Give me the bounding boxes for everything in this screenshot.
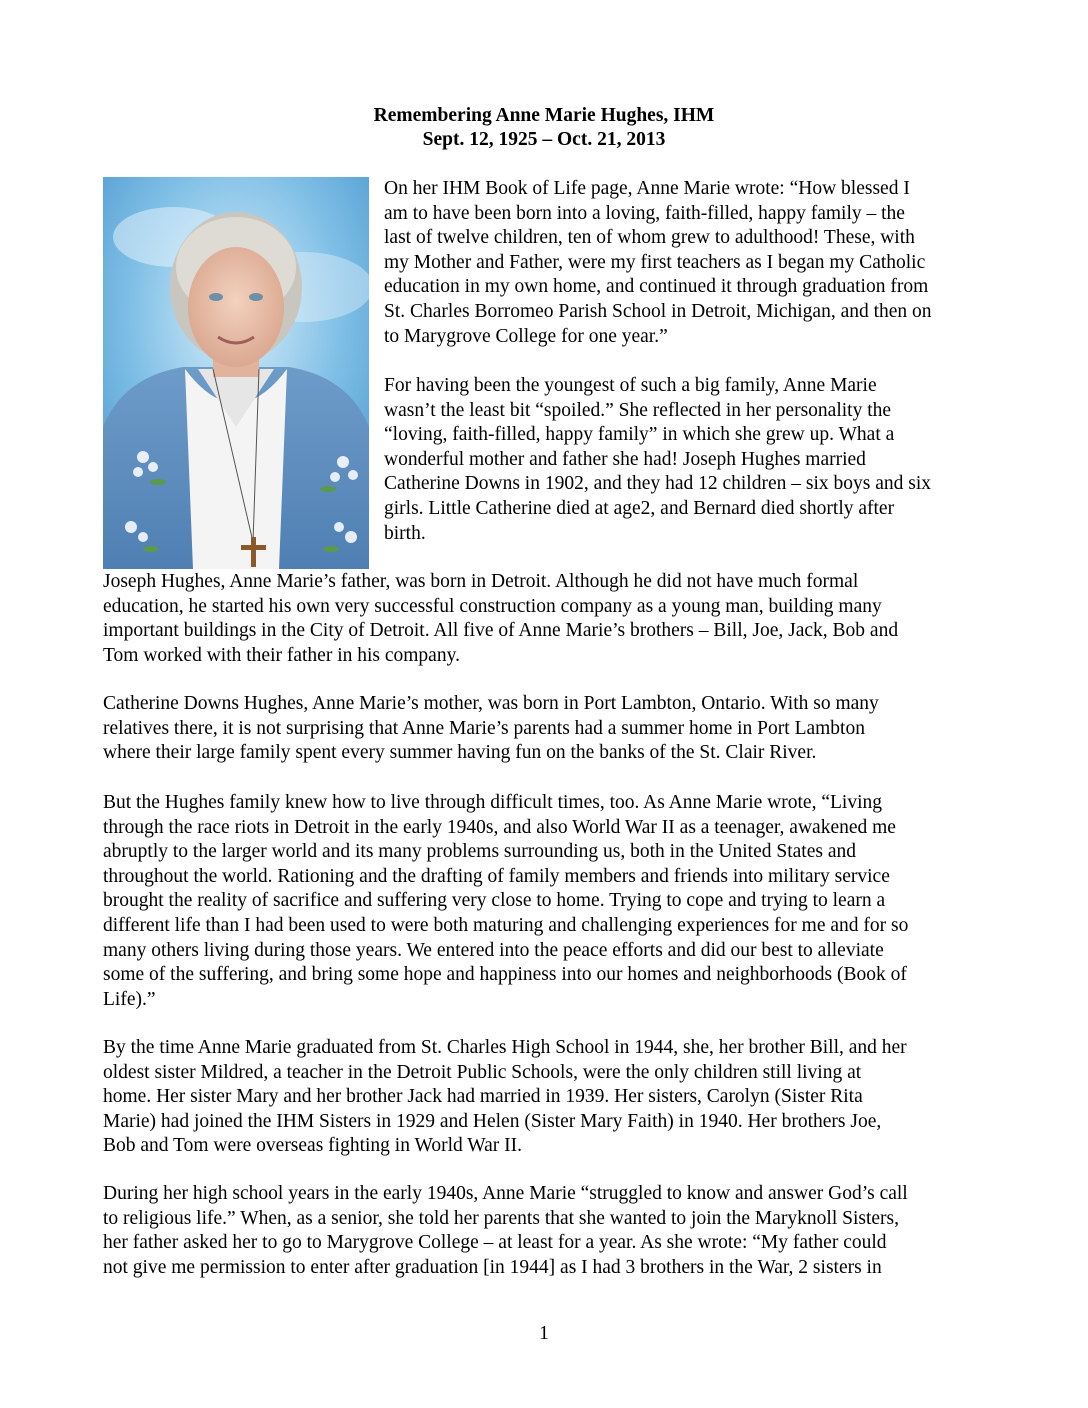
text-line: By the time Anne Marie graduated from St. Charles High School in 1944, she, her brother Bill, and her xyxy=(103,1037,907,1058)
paragraph-graduation xyxy=(103,1036,907,1159)
text-line: to religious life.” When, as a senior, she told her parents that she wanted to join the Maryknoll Sisters, xyxy=(103,1207,900,1229)
text-line: to Marygrove College for one year.” xyxy=(384,325,668,347)
document-dates: Sept. 12, 1925 – Oct. 21, 2013 xyxy=(422,129,666,150)
paragraph-mother xyxy=(103,692,879,766)
text-line: relatives there, it is not surprising that Anne Marie’s parents had a summer home in Port Lambton xyxy=(103,717,865,739)
text-line: different life than I had been used to were both maturing and challenging experiences for me and for so xyxy=(103,914,909,936)
text-line: where their large family spent every summer having fun on the banks of the St. Clair River. xyxy=(103,742,817,764)
text-line: Catherine Downs Hughes, Anne Marie’s mother, was born in Port Lambton, Ontario. With so many xyxy=(103,693,879,714)
text-line: education in my own home, and continued it through graduation from xyxy=(384,276,929,298)
text-line: But the Hughes family knew how to live through difficult times, too. As Anne Marie wrote, “Living xyxy=(103,792,882,813)
page-number: 1 xyxy=(539,1323,549,1344)
text-line: Catherine Downs in 1902, and they had 12 children – six boys and six xyxy=(384,473,931,495)
text-line: education, he started his own very successful construction company as a young man, building many xyxy=(103,595,882,617)
paragraph-religious-call xyxy=(103,1182,908,1280)
text-line: girls. Little Catherine died at age2, and Bernard died shortly after xyxy=(384,497,895,519)
text-line: “loving, faith-filled, happy family” in which she grew up. What a xyxy=(384,424,895,446)
text-line: Bob and Tom were overseas fighting in World War II. xyxy=(103,1135,522,1157)
text-line: my Mother and Father, were my first teachers as I began my Catholic xyxy=(384,251,926,273)
text-line: oldest sister Mildred, a teacher in the Detroit Public Schools, were the only children still living at xyxy=(103,1061,862,1083)
text-line: abruptly to the larger world and its many problems surrounding us, both in the United States and xyxy=(103,841,856,863)
text-line: some of the suffering, and bring some hope and happiness into our homes and neighborhoods (Book of xyxy=(103,964,907,986)
text-line: Life).” xyxy=(103,988,156,1010)
paragraph-difficult-times xyxy=(103,791,908,1012)
text-line: throughout the world. Rationing and the drafting of family members and friends into military service xyxy=(103,865,890,887)
text-line: Joseph Hughes, Anne Marie’s father, was born in Detroit. Although he did not have much formal xyxy=(103,571,859,592)
document-title: Remembering Anne Marie Hughes, IHM xyxy=(373,105,715,126)
text-line: am to have been born into a loving, faith-filled, happy family – the xyxy=(384,202,905,224)
text-line: not give me permission to enter after graduation [in 1944] as I had 3 brothers in the War, 2 sisters in xyxy=(103,1256,882,1278)
text-line: During her high school years in the early 1940s, Anne Marie “struggled to know and answer God’s call xyxy=(103,1183,908,1204)
text-line: wasn’t the least bit “spoiled.” She reflected in her personality the xyxy=(384,399,892,421)
text-line: On her IHM Book of Life page, Anne Marie wrote: “How blessed I xyxy=(384,178,910,199)
text-line: many others living during those years. We entered into the peace efforts and did our best to alleviate xyxy=(103,939,884,961)
text-line: through the race riots in Detroit in the early 1940s, and also World War II as a teenager, awakened me xyxy=(103,816,896,838)
portrait-photo xyxy=(103,177,369,569)
paragraph-youngest xyxy=(384,374,931,546)
text-line: last of twelve children, ten of whom grew to adulthood! These, with xyxy=(384,227,915,249)
text-line: wonderful mother and father she had! Joseph Hughes married xyxy=(384,448,866,470)
text-line: brought the reality of sacrifice and suffering very close to home. Trying to cope and trying to learn a xyxy=(103,890,886,912)
text-line: Tom worked with their father in his company. xyxy=(103,644,460,666)
paragraph-intro xyxy=(384,177,932,349)
text-line: Marie) had joined the IHM Sisters in 1929 and Helen (Sister Mary Faith) in 1940. Her brothers Joe, xyxy=(103,1110,882,1132)
text-line: birth. xyxy=(384,522,426,544)
text-line: important buildings in the City of Detroit. All five of Anne Marie’s brothers – Bill, Joe, Jack, Bob and xyxy=(103,620,899,642)
text-line: home. Her sister Mary and her brother Jack had married in 1939. Her sisters, Carolyn (Sister Rita xyxy=(103,1086,863,1108)
text-line: her father asked her to go to Marygrove College – at least for a year. As she wrote: “My father could xyxy=(103,1232,887,1254)
text-line: For having been the youngest of such a big family, Anne Marie xyxy=(384,375,877,396)
paragraph-father xyxy=(103,570,898,668)
text-line: St. Charles Borromeo Parish School in Detroit, Michigan, and then on xyxy=(384,300,932,322)
